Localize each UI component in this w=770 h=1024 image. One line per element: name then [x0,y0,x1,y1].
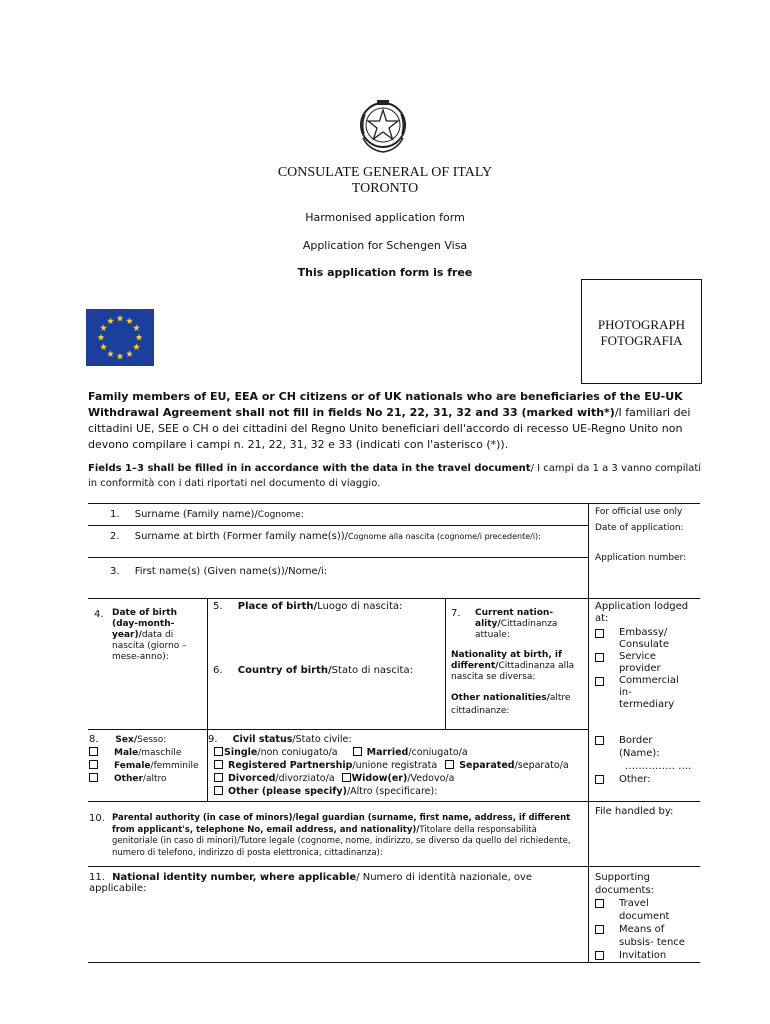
checkbox-divorced[interactable] [214,773,223,782]
checkbox-travel-document[interactable] [595,899,604,908]
italy-emblem [355,98,411,156]
field-8-label: Sex/ [115,735,138,745]
field-9-label-it: /Stato civile: [292,734,352,745]
field-7-other-label-it: altre cittadinanze: [451,693,571,716]
supporting-documents-label: Supporting documents: [595,872,655,896]
field-11-label-it: / Numero di identità nazionale, ove applicabile: [89,872,533,894]
field-2-number: 2. [110,531,120,542]
field-10-parental-authority[interactable] [89,806,584,859]
checkbox-separated[interactable] [445,760,454,769]
sex-option-other-it: /altro [142,774,167,784]
fields-notice [88,461,713,491]
support-option-invitation-label: Invitation [619,950,667,961]
row1-line [88,525,588,526]
application-number-label[interactable]: Application number: [595,553,687,563]
lodged-option-embassy[interactable] [595,627,695,651]
field-1-label: Surname (Family name)/ [134,509,258,520]
checkbox-female[interactable] [89,760,98,769]
sex-option-male[interactable] [89,747,205,760]
civil-registered-it: /unione registrata [352,760,438,771]
date-of-application-label[interactable]: Date of application: [595,523,684,533]
field-7-nationality[interactable] [451,601,583,718]
field-11-national-id[interactable] [89,872,584,894]
row4-line [88,729,588,730]
checkbox-other-sex[interactable] [89,773,98,782]
field-4-date-of-birth[interactable] [94,602,204,663]
field-6-label: Country of birth/ [237,665,332,676]
field-10-number: 10. [89,813,105,824]
field-4-number: 4. [94,609,104,620]
checkbox-invitation[interactable] [595,951,604,960]
field-11-label: National identity number, where applicable [112,872,357,883]
civil-registered[interactable] [214,760,437,771]
file-handled-by-label[interactable]: File handled by: [595,806,674,817]
civil-divorced[interactable] [214,773,335,784]
civil-divorced-it: /divorziato/a [275,773,335,784]
row6-line [88,866,700,867]
sex-option-female-it: /femminile [150,761,199,771]
field-11-number: 11. [89,872,105,883]
civil-other[interactable] [214,786,437,797]
border-label: Border (Name): [619,735,660,759]
row5-line [88,801,700,802]
lodged-option-commercial-label: Commercial in- termediary [619,675,679,710]
photograph-label-it: FOTOGRAFIA [600,333,683,348]
field-6-number: 6. [213,665,223,676]
field-6-country-of-birth[interactable] [213,665,438,676]
lodged-option-embassy-label: Embassy/ Consulate [619,627,669,650]
title-line-2: TORONTO [351,181,419,196]
field-8-number: 8. [89,734,99,745]
field-5-number: 5. [213,601,223,612]
field-9-number: 9. [208,734,218,745]
sex-option-male-it: /maschile [138,748,182,758]
civil-divorced-label: Divorced [228,773,276,784]
application-lodged-label: Application lodged at: [595,601,689,624]
lodged-option-commercial[interactable] [595,675,695,711]
support-option-invitation[interactable] [595,949,695,962]
lodged-option-service[interactable] [595,651,695,675]
checkbox-widow[interactable] [342,773,351,782]
civil-widow-label: Widow(er) [351,773,408,784]
eu-flag-graphic [86,309,154,366]
field-7-label: Current nation-ality/ [475,608,554,629]
checkbox-embassy[interactable] [595,629,604,638]
checkbox-registered[interactable] [214,760,223,769]
field-5-label: Place of birth/ [237,601,318,612]
official-use-heading: For official use only [595,507,683,517]
fields-notice-bold: Fields 1–3 shall be filled in in accordance with the data in the travel document [88,463,531,474]
field-7-birth-label-it: Cittadinanza alla nascita se diversa: [451,661,575,682]
field-2-label: Surname at birth (Former family name(s))/ [134,531,349,542]
field-5-place-of-birth[interactable] [213,601,438,612]
civil-other-it: /Altro (specificare): [346,786,438,797]
checkbox-single[interactable] [214,747,223,756]
support-option-subsistence[interactable] [595,923,695,949]
civil-other-label: Other (please specify) [228,786,347,797]
form-subtitle: Harmonised application form [305,211,465,224]
photograph-label-en: PHOTOGRAPH [597,317,686,332]
civil-separated-it: /separato/a [514,760,569,771]
checkbox-means-of-subsistence[interactable] [595,925,604,934]
civil-single[interactable] [214,747,338,758]
border-option[interactable] [595,734,695,786]
support-option-travel-doc[interactable] [595,897,695,923]
civil-separated[interactable] [445,760,569,771]
checkbox-commercial[interactable] [595,677,604,686]
field-4-label: Date of birth (day-month-year)/ [112,608,177,640]
sex-option-male-label: Male [114,748,139,758]
col-divider-5-7 [445,598,446,729]
checkbox-other-civil[interactable] [214,786,223,795]
field-3-first-name[interactable] [110,566,580,577]
civil-married[interactable] [353,747,468,758]
field-1-number: 1. [110,509,120,520]
field-8-sex [89,733,205,786]
field-7-other-label: Other nationalities/ [451,693,550,703]
field-10-label-it: Titolare della responsabilità genitoriale (in caso di minori)/Tutore legale (cognome, nome, indirizzo, se diverso da quello del richiedente, numero di telefono, indirizzo di posta elettronica, cittadinanza): [112,824,571,858]
civil-married-label: Married [366,747,409,758]
title-line-1: CONSULATE GENERAL OF ITALY [277,165,493,180]
consulate-title [220,165,550,197]
eu-flag [86,309,154,366]
field-10-label: Parental authority (in case of minors)/legal guardian (surname, first name, address, if different from applicant's, telephone No, email address, and nationality)/ [112,813,571,835]
other-official-label: Other: [619,774,651,785]
table-top-line [88,503,700,504]
checkbox-married[interactable] [353,747,362,756]
border-dots: …………… …. [625,761,692,772]
civil-separated-label: Separated [459,760,515,771]
civil-single-label: Single [224,747,258,758]
free-notice: This application form is free [297,266,473,279]
field-1-label-it: Cognome: [257,510,304,520]
family-members-notice [88,389,713,453]
field-6-label-it: Stato di nascita: [331,665,413,676]
fields-notice-rest: / I campi da 1 a 3 vanno compilati in conformità con i dati riportati nel documento di viaggio. [88,463,702,489]
sex-option-female-label: Female [114,761,151,771]
field-1-surname[interactable] [110,509,580,520]
field-9-civil-status [208,733,583,798]
row3-line [88,598,700,599]
civil-registered-label: Registered Partnership [228,760,353,771]
field-7-birth-label: Nationality at birth, if different/ [451,650,562,671]
supporting-documents-section [595,871,695,962]
family-notice-bold: Family members of EU, EEA or CH citizens or of UK nationals who are beneficiaries of the EU-UK Withdrawal Agreement shall not fill in fields No 21, 22, 31, 32 and 33 (marked with*) [88,390,683,419]
civil-widow[interactable] [342,773,455,784]
field-7-number: 7. [451,608,461,619]
photograph-label [581,317,702,349]
col-divider-4-5 [207,598,208,729]
sex-option-other[interactable] [89,773,205,786]
field-4-label-it: data di nascita (giorno – mese-anno): [112,630,187,662]
field-8-label-it: Sesso: [137,735,167,745]
civil-married-it: /coniugato/a [408,747,468,758]
row2-line [88,557,588,558]
checkbox-male[interactable] [89,747,98,756]
sex-option-female[interactable] [89,760,205,773]
form-name: Application for Schengen Visa [302,239,468,252]
field-7-label-it: Cittadinanza attuale: [475,619,558,640]
civil-single-it: /non coniugato/a [257,747,338,758]
table-bottom-line [88,962,700,963]
field-2-label-it: Cognome alla nascita (cognome/i precedente/i): [348,532,541,541]
field-3-label: First name(s) (Given name(s))/Nome/i: [134,566,328,577]
checkbox-border[interactable] [595,736,604,745]
field-5-label-it: Luogo di nascita: [317,601,403,612]
lodged-option-service-label: Service provider [619,651,661,674]
application-lodged-section [595,601,695,711]
civil-widow-it: /Vedovo/a [407,773,455,784]
family-notice-rest: /I familiari dei cittadini UE, SEE o CH o dei cittadini del Regno Unito beneficiari dell'accordo di recesso UE-Regno Unito non devono compilare i campi n. 21, 22, 31, 32 e 33 (indicati con l'asterisco (*)). [88,406,691,451]
field-3-number: 3. [110,566,120,577]
field-9-label: Civil status [232,734,293,745]
checkbox-service-provider[interactable] [595,653,604,662]
support-option-travel-doc-label: Travel document [619,898,670,922]
official-column-divider [588,503,589,962]
other-official-option[interactable] [595,773,695,786]
sex-option-other-label: Other [114,774,143,784]
support-option-subsistence-label: Means of subsis- tence [619,924,685,948]
field-2-surname-at-birth[interactable] [110,531,580,542]
checkbox-other-official[interactable] [595,775,604,784]
